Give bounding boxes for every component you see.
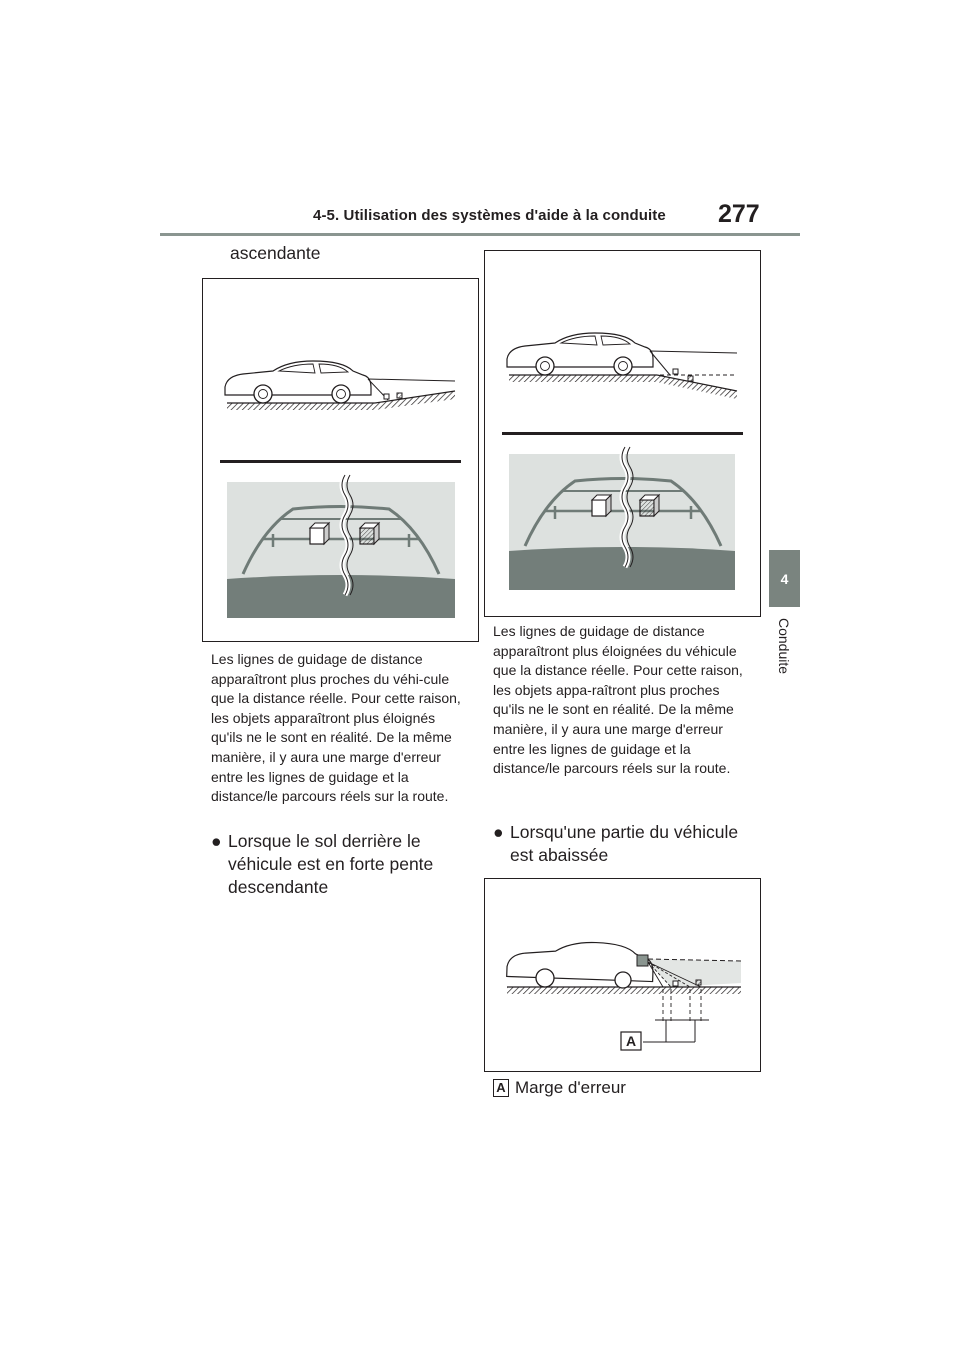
left-bullet: ● Lorsque le sol derrière le véhicule est en forte pente descendante [211,831,434,897]
bullet-dot-icon: ● [211,831,222,851]
illustration-lowered [484,878,761,1072]
chapter-tab[interactable] [769,550,800,607]
right-paragraph: Les lignes de guidage de distance apparaîtront plus éloignées du véhicule que la distance réelle. Pour cette raison, les objets appa-raîtront plus proches qu'ils ne le sont en réalité. De la même manière, il y aura une marge d'erreur entre les lignes de guidage et la distance/le parcours réels sur la route. [493,623,743,777]
legend-text: Marge d'erreur [515,1078,626,1097]
header-rule [160,233,800,236]
left-paragraph: Les lignes de guidage de distance apparaîtront plus proches du véhi-cule que la distance réelle. Pour cette raison, les objets apparaîtront plus éloignés qu'ils ne le sont en réalité. De la même manière, il y aura une marge d'erreur entre les lignes de guidage et la distance/le parcours réels sur la route. [211,651,461,805]
section-title: 4-5. Utilisation des systèmes d'aide à la conduite [313,207,666,224]
chapter-label: Conduite [776,618,792,675]
car-illustration [485,879,760,1071]
callout-letter: A [625,1033,637,1049]
chapter-number: 4 [780,570,789,587]
car-illustration [203,279,478,641]
legend [493,1078,626,1098]
camera-view [509,447,735,590]
right-bullet: ● Lorsqu'une partie du véhicule est abaissée [493,822,739,865]
page-number: 277 [718,200,760,228]
legend-letter-box: A [493,1079,509,1097]
illustration-downhill [484,250,761,617]
continuation-text: ascendante [230,243,321,263]
camera-view [227,475,455,618]
illustration-uphill [202,278,479,642]
car-illustration [485,251,760,616]
bullet-dot-icon: ● [493,822,504,842]
